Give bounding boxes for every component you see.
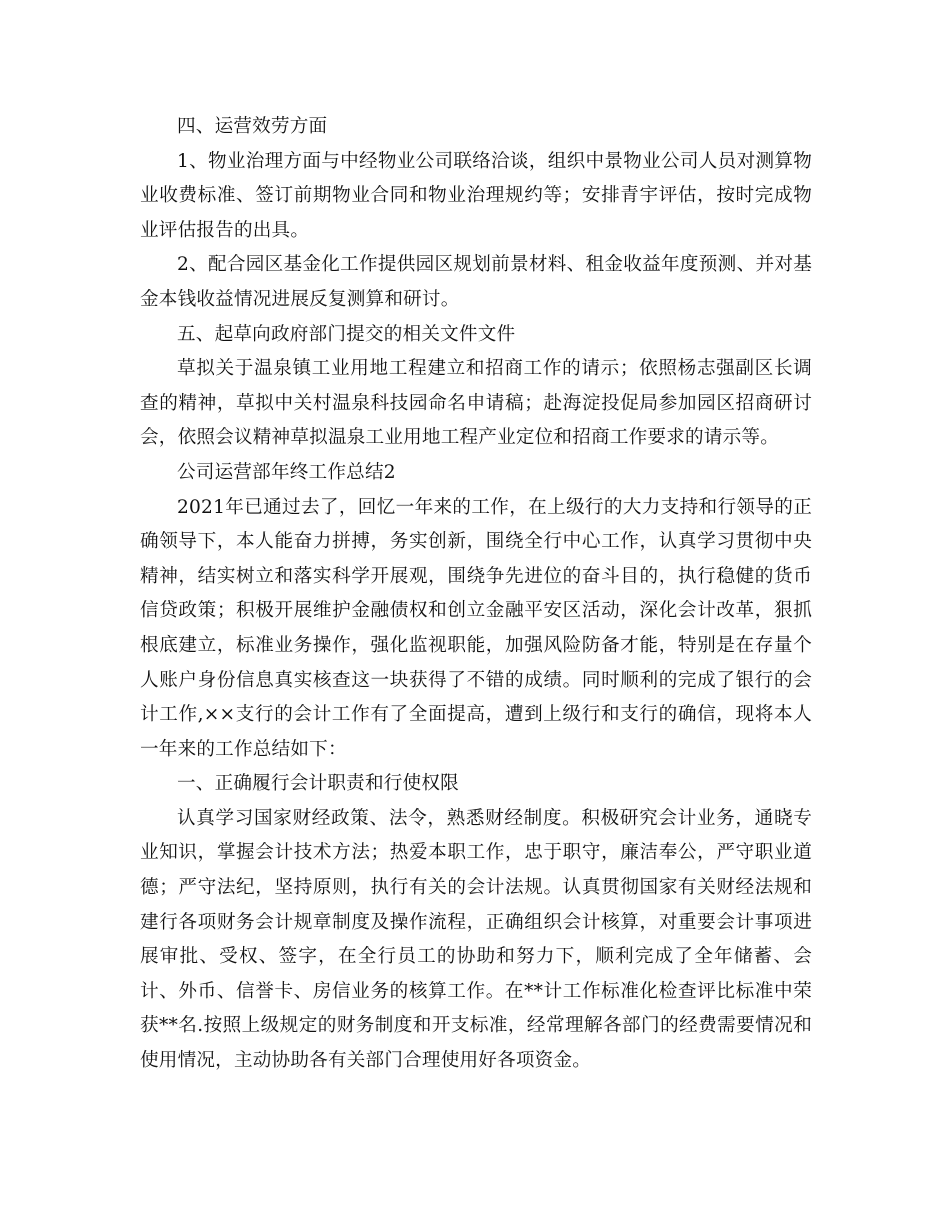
paragraph-year-review: 2021年已通过去了，回忆一年来的工作，在上级行的大力支持和行领导的正确领导下，本人能奋力拼搏，务实创新，围绕全行中心工作，认真学习贯彻中央精神，结实树立和落实科学开展观，围绕争先进位的奋斗目的，执行稳健的货币信贷政策；积极开展维护金融债权和创立金融平安区活动，深化会计改革，狠抓根底建立，标准业务操作，强化监视职能，加强风险防备才能，特别是在存量个人账户身份信息真实核查这一块获得了不错的成绩。同时顺利的完成了银行的会计工作,××支行的会计工作有了全面提高，遭到上级行和支行的确信，现将本人一年来的工作总结如下： — [140, 496, 812, 760]
section-heading-operations-service: 四、运营效劳方面 — [177, 116, 328, 137]
paragraph-draft-requests: 草拟关于温泉镇工业用地工程建立和招商工作的请示；依照杨志强副区长调查的精神，草拟中关村温泉科技园命名申请稿；赴海淀投促局参加园区招商研讨会，依照会议精神草拟温泉工业用地工程产业定位和招商工作要求的请示等。 — [140, 358, 812, 449]
section-heading-accounting-duties: 一、正确履行会计职责和行使权限 — [177, 773, 459, 795]
document-body — [140, 110, 812, 1079]
paragraph-park-fund: 2、配合园区基金化工作提供园区规划前景材料、租金收益年度预测、并对基金本钱收益情况进展反复测算和研讨。 — [140, 254, 812, 310]
paragraph-property-management: 1、物业治理方面与中经物业公司联络洽谈，组织中景物业公司人员对测算物业收费标准、签订前期物业合同和物业治理规约等；安排青宇评估，按时完成物业评估报告的出具。 — [140, 150, 812, 241]
paragraph-accounting-work: 认真学习国家财经政策、法令，熟悉财经制度。积极研究会计业务，通晓专业知识，掌握会计技术方法；热爱本职工作，忠于职守，廉洁奉公，严守职业道德；严守法纪，坚持原则，执行有关的会计法规。认真贯彻国家有关财经法规和建行各项财务会计规章制度及操作流程，正确组织会计核算，对重要会计事项进展审批、受权、签字，在全行员工的协助和努力下，顺利完成了全年储蓄、会计、外币、信誉卡、房信业务的核算工作。在**计工作标准化检查评比标准中荣获**名.按照上级规定的财务制度和开支标准，经常理解各部门的经费需要情况和使用情况，主动协助各有关部门合理使用好各项资金。 — [140, 807, 812, 1072]
document-subtitle: 公司运营部年终工作总结2 — [177, 461, 396, 483]
section-heading-government-documents: 五、起草向政府部门提交的相关文件文件 — [177, 323, 516, 345]
